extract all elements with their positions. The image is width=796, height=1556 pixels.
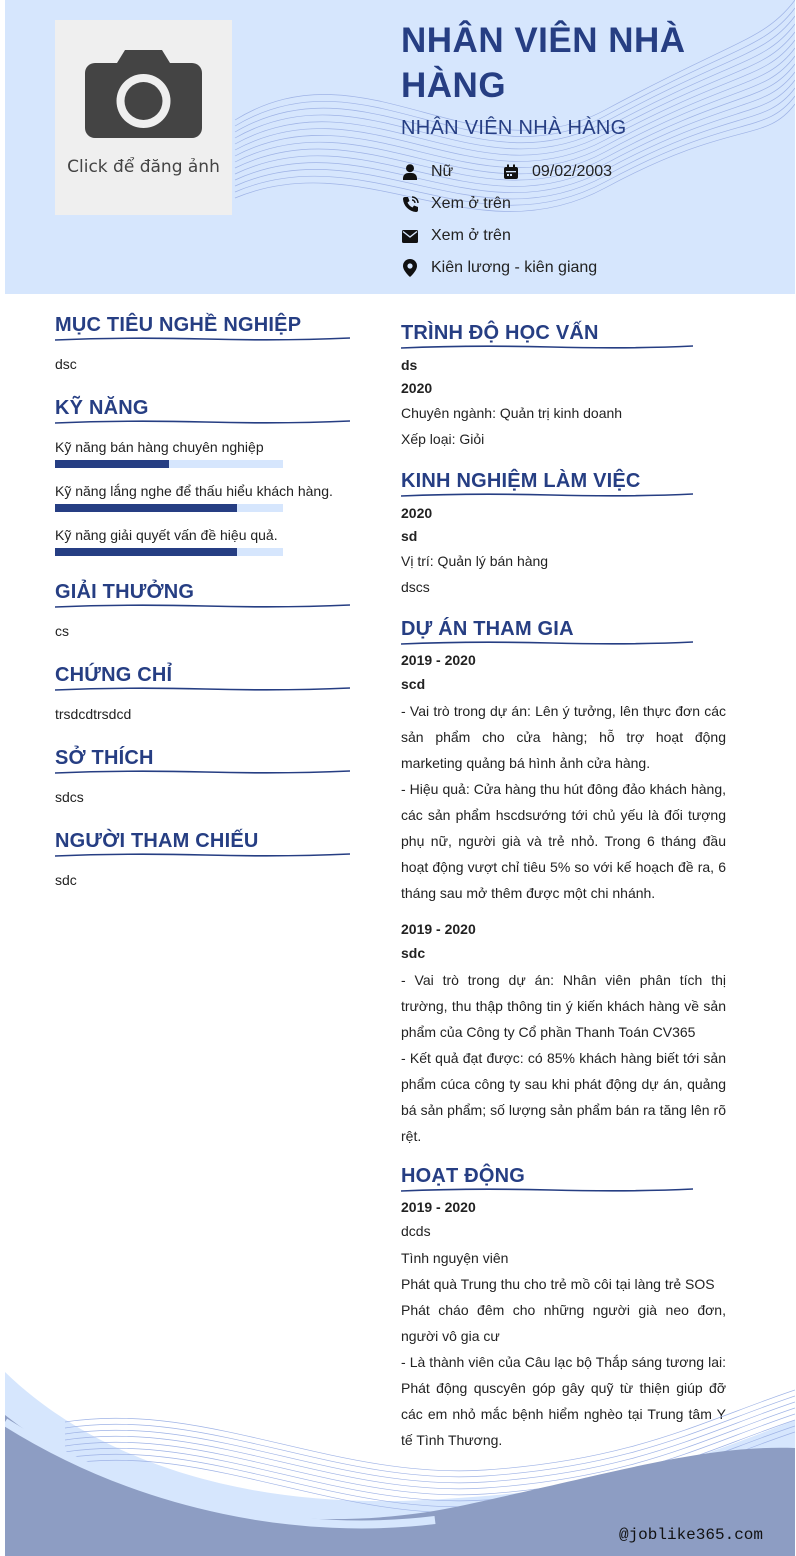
- gender-value: Nữ: [431, 163, 454, 180]
- skill-bar: [55, 548, 283, 556]
- education-school: ds: [401, 357, 418, 373]
- project-time: 2019 - 2020: [401, 921, 476, 937]
- project-name: sdc: [401, 945, 426, 961]
- projects-underline: [401, 639, 693, 647]
- project-role: - Vai trò trong dự án: Lên ý tưởng, lên thực đơn các sản phẩm cho cửa hàng; hỗ trợ hoạt động marketing quảng bá hình ảnh cửa hàng.: [401, 703, 726, 771]
- experience-desc: dscs: [401, 579, 430, 595]
- education-major: Chuyên ngành: Quản trị kinh doanh: [401, 405, 623, 421]
- skill-bar-fill: [55, 460, 169, 468]
- skill-bar-fill: [55, 504, 237, 512]
- activity-line: Phát cháo đêm cho những người già neo đơn, người vô gia cư: [401, 1302, 726, 1344]
- birthday-value: 09/02/2003: [532, 163, 613, 180]
- activities-underline: [401, 1186, 693, 1194]
- activity-time: 2019 - 2020: [401, 1199, 476, 1215]
- candidate-position: NHÂN VIÊN NHÀ HÀNG: [401, 117, 627, 139]
- references-title: NGƯỜI THAM CHIẾU: [55, 830, 259, 852]
- education-underline: [401, 343, 693, 351]
- birthday-row: [502, 160, 612, 184]
- gender-row: [401, 160, 453, 184]
- photo-upload-label: Click để đăng ảnh: [67, 157, 220, 177]
- project-item: [401, 648, 726, 906]
- awards-content: cs: [55, 623, 69, 639]
- education-grade: Xếp loại: Giỏi: [401, 431, 485, 447]
- objective-content: dsc: [55, 356, 77, 372]
- phone-icon: [401, 195, 419, 213]
- activity-role: Tình nguyện viên: [401, 1250, 509, 1266]
- skill-bar: [55, 504, 283, 512]
- projects-title: DỰ ÁN THAM GIA: [401, 618, 574, 640]
- experience-company: sd: [401, 528, 418, 544]
- activity-line: Phát quà Trung thu cho trẻ mồ côi tại làng trẻ SOS: [401, 1276, 715, 1292]
- header: [5, 0, 795, 294]
- skill-bar: [55, 460, 283, 468]
- awards-title: GIẢI THƯỞNG: [55, 581, 195, 603]
- email-row: [401, 224, 511, 248]
- envelope-icon: [401, 227, 419, 245]
- camera-icon: [85, 48, 202, 138]
- activities-title: HOẠT ĐỘNG: [401, 1165, 526, 1187]
- awards-underline: [55, 602, 350, 610]
- references-underline: [55, 851, 350, 859]
- skills-title: KỸ NĂNG: [55, 397, 149, 419]
- skill-name: Kỹ năng bán hàng chuyên nghiệp: [55, 439, 264, 455]
- photo-upload[interactable]: [55, 20, 232, 215]
- activity-org: dcds: [401, 1223, 431, 1239]
- hobbies-underline: [55, 768, 350, 776]
- references-content: sdc: [55, 872, 77, 888]
- experience-title: KINH NGHIỆM LÀM VIỆC: [401, 470, 641, 492]
- project-role: - Vai trò trong dự án: Nhân viên phân tích thị trường, thu thập thông tin ý kiến khách hàng về sản phẩm của Công ty Cổ phần Thanh Toán CV365: [401, 972, 726, 1040]
- project-name: scd: [401, 676, 426, 692]
- footer-handle: @joblike365.com: [618, 1526, 763, 1544]
- skill-name: Kỹ năng giải quyết vấn đề hiệu quả.: [55, 527, 278, 543]
- phone-value: Xem ở trên: [431, 195, 511, 212]
- calendar-icon: [502, 163, 520, 181]
- certificates-content: trsdcdtrsdcd: [55, 706, 132, 722]
- hobbies-title: SỞ THÍCH: [55, 747, 154, 769]
- project-item: [401, 917, 726, 1149]
- email-value: Xem ở trên: [431, 227, 511, 244]
- objective-underline: [55, 335, 350, 343]
- address-row: [401, 256, 597, 280]
- education-year: 2020: [401, 380, 433, 396]
- experience-underline: [401, 491, 693, 499]
- project-time: 2019 - 2020: [401, 652, 476, 668]
- certificates-title: CHỨNG CHỈ: [55, 664, 173, 686]
- project-result: - Hiệu quả: Cửa hàng thu hút đông đảo khách hàng, các sản phẩm hscdsướng tới chủ yếu là đối tượng phụ nữ, người già và trẻ nhỏ. Trong 6 tháng đầu hoạt động vượt chỉ tiêu 5% so với kế hoạch đề ra, 6 tháng sau mở thêm được một chi nhánh.: [401, 781, 726, 901]
- project-result: - Kết quả đạt được: có 85% khách hàng biết tới sản phẩm cúca công ty sau khi phát động dự án, quảng bá sản phẩm; số lượng sản phẩm bán ra tăng lên rõ rệt.: [401, 1050, 726, 1144]
- candidate-name: NHÂN VIÊN NHÀ HÀNG: [401, 21, 686, 105]
- education-title: TRÌNH ĐỘ HỌC VẤN: [401, 322, 599, 344]
- skill-bar-fill: [55, 548, 237, 556]
- activity-line: - Là thành viên của Câu lạc bộ Thắp sáng tương lai: Phát động quscyên góp gây quỹ từ thiện giúp đỡ các em nhỏ mắc bệnh hiểm nghèo tại Trung tâm Y tế Tình Thương.: [401, 1354, 726, 1448]
- experience-role: Vị trí: Quản lý bán hàng: [401, 553, 549, 569]
- hobbies-content: sdcs: [55, 789, 84, 805]
- certificates-underline: [55, 685, 350, 693]
- objective-title: MỤC TIÊU NGHỀ NGHIỆP: [55, 314, 302, 336]
- experience-year: 2020: [401, 505, 433, 521]
- skills-underline: [55, 418, 350, 426]
- cv-page: [5, 0, 795, 1556]
- location-pin-icon: [401, 259, 419, 277]
- phone-row: [401, 192, 511, 216]
- address-value: Kiên lương - kiên giang: [431, 259, 598, 276]
- user-icon: [401, 163, 419, 181]
- skill-name: Kỹ năng lắng nghe để thấu hiểu khách hàng.: [55, 483, 333, 499]
